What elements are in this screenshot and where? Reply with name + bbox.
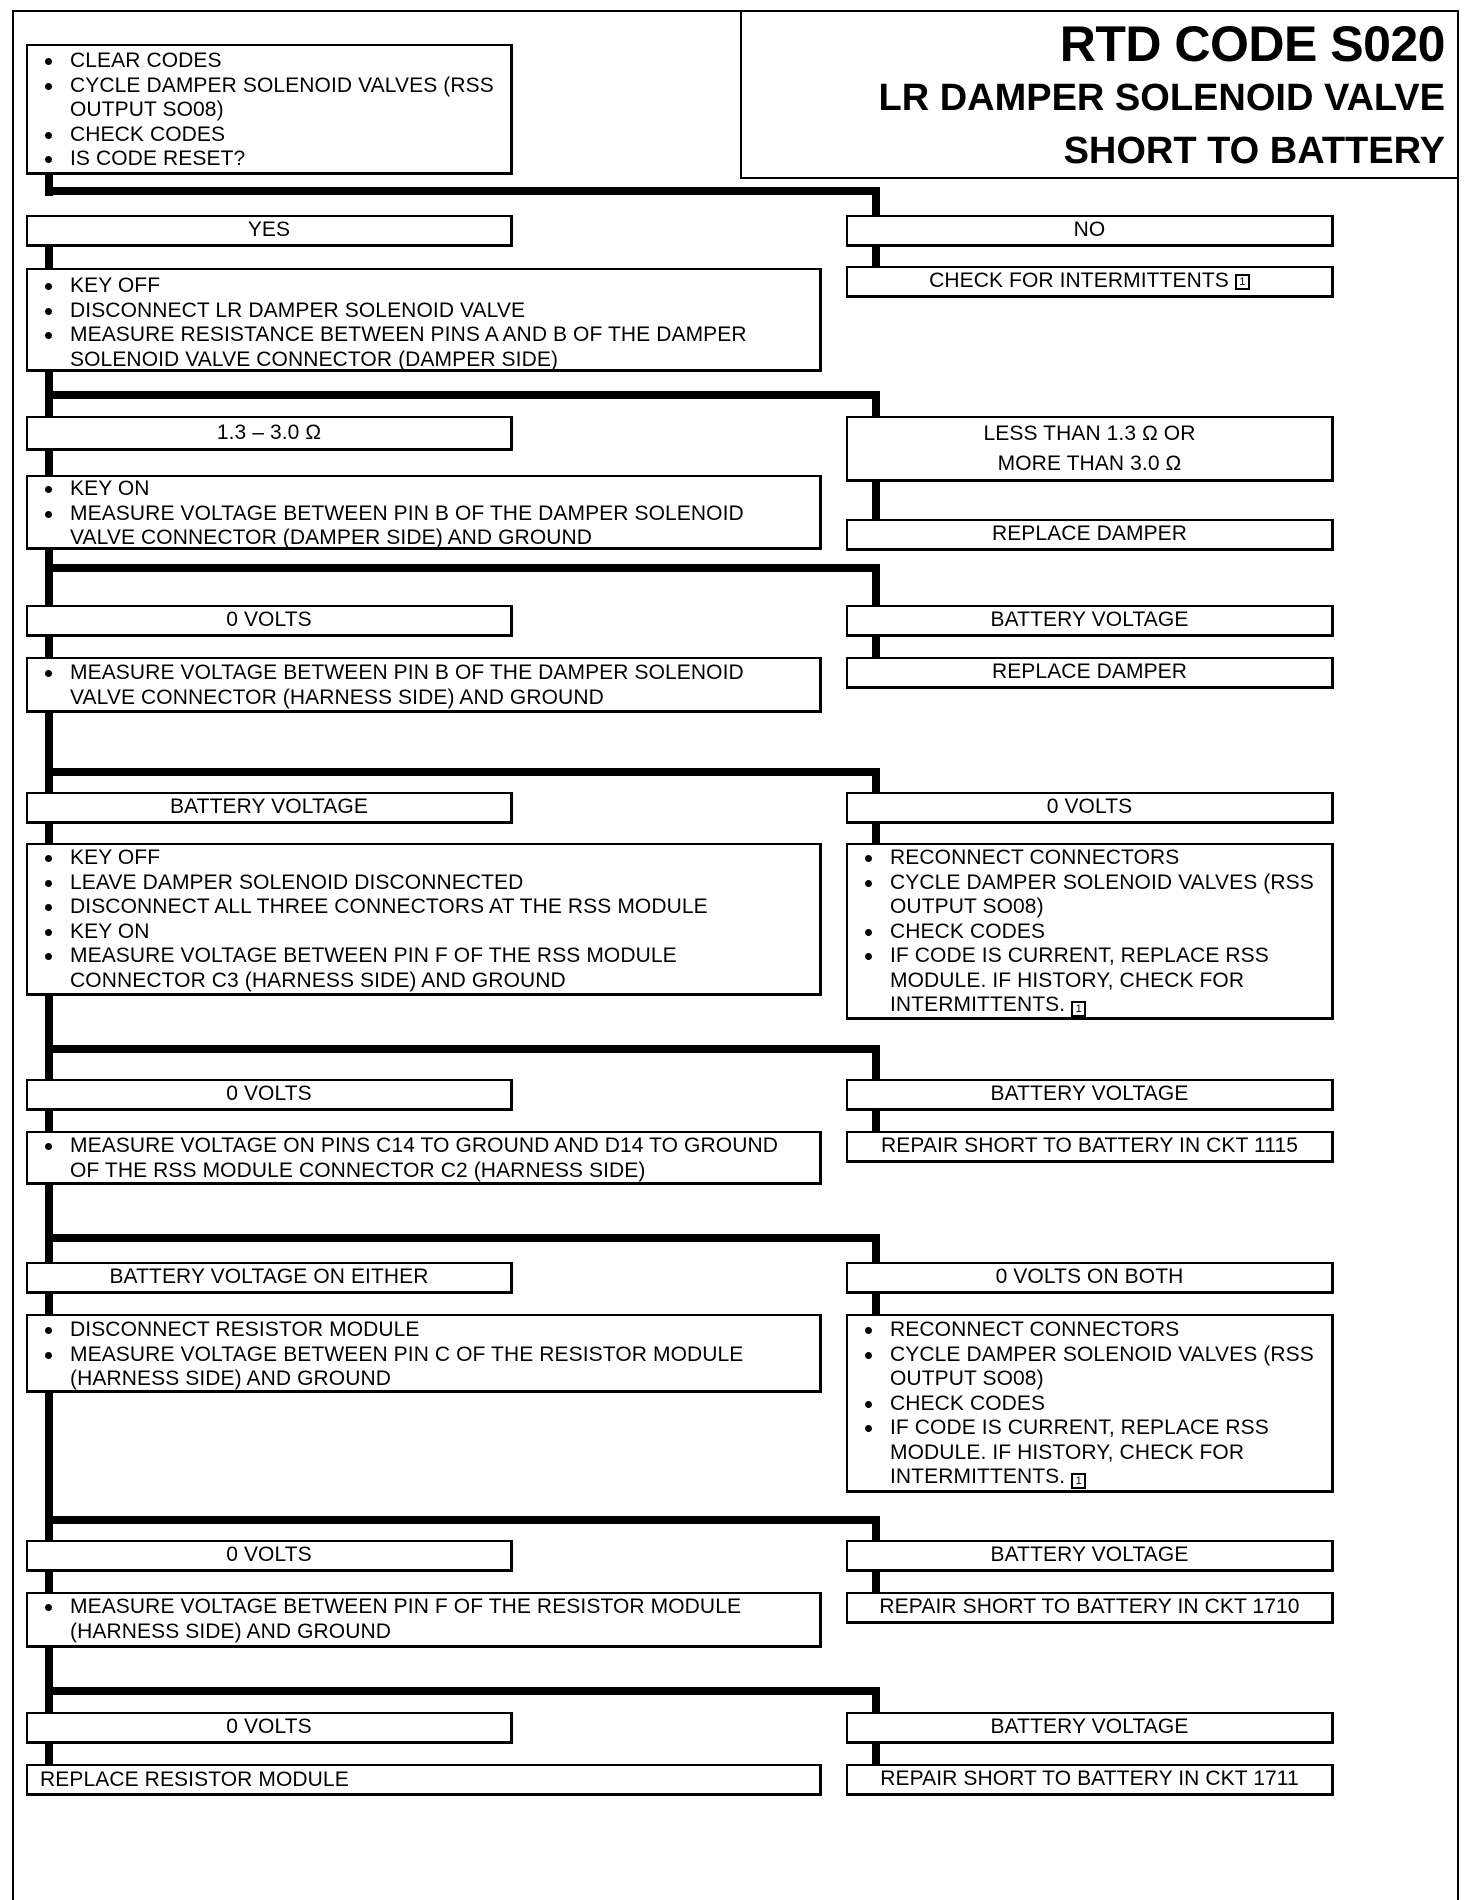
step2-action-box xyxy=(26,475,822,550)
list-item: CYCLE DAMPER SOLENOID VALVES (RSS OUTPUT SO08) xyxy=(862,1343,1323,1392)
list-item: CLEAR CODES xyxy=(42,49,502,74)
list-item: DISCONNECT LR DAMPER SOLENOID VALVE xyxy=(42,299,811,324)
list-item: CYCLE DAMPER SOLENOID VALVES (RSS OUTPUT SO08) xyxy=(862,871,1323,920)
battery-voltage-label-3: BATTERY VOLTAGE xyxy=(846,1079,1334,1111)
resistance-out-of-range-label xyxy=(846,416,1334,482)
zero-volts-label-2: 0 VOLTS xyxy=(846,792,1334,824)
list-item: MEASURE VOLTAGE BETWEEN PIN F OF THE RESISTOR MODULE (HARNESS SIDE) AND GROUND xyxy=(42,1595,811,1644)
step4-action-box xyxy=(26,843,822,996)
battery-voltage-label-2: BATTERY VOLTAGE xyxy=(26,792,513,824)
list-item xyxy=(862,944,1323,1018)
title-line-2: SHORT TO BATTERY xyxy=(1063,130,1445,172)
step1-action-box xyxy=(26,268,822,372)
zero-volts-label-4: 0 VOLTS xyxy=(26,1540,513,1572)
reference-1-icon: 1 xyxy=(1235,274,1250,290)
list-item-text: IF CODE IS CURRENT, REPLACE RSS MODULE. IF HISTORY, CHECK FOR INTERMITTENTS. xyxy=(890,944,1269,1016)
list-item: MEASURE VOLTAGE BETWEEN PIN B OF THE DAMPER SOLENOID VALVE CONNECTOR (HARNESS SIDE) AND GROUND xyxy=(42,661,811,710)
connector-3 xyxy=(49,550,876,657)
connector-6 xyxy=(49,1185,876,1314)
step5-action-box xyxy=(26,1131,822,1185)
replace-damper-box-2: REPLACE DAMPER xyxy=(846,657,1334,689)
repair-ckt-1711-box: REPAIR SHORT TO BATTERY IN CKT 1711 xyxy=(846,1764,1334,1796)
list-item: RECONNECT CONNECTORS xyxy=(862,846,1323,871)
list-item: DISCONNECT ALL THREE CONNECTORS AT THE RSS MODULE xyxy=(42,895,811,920)
replace-damper-box-1: REPLACE DAMPER xyxy=(846,519,1334,551)
list-item: KEY OFF xyxy=(42,274,811,299)
list-item: CHECK CODES xyxy=(862,1392,1323,1417)
list-item: MEASURE RESISTANCE BETWEEN PINS A AND B OF THE DAMPER SOLENOID VALVE CONNECTOR (DAMPER SIDE) xyxy=(42,323,811,372)
list-item: LEAVE DAMPER SOLENOID DISCONNECTED xyxy=(42,871,811,896)
reference-1-icon: 1 xyxy=(1071,1473,1086,1489)
title-line-1: LR DAMPER SOLENOID VALVE xyxy=(878,77,1445,119)
resistance-out-line-1: LESS THAN 1.3 Ω OR xyxy=(983,421,1196,445)
rtd-code-title: RTD CODE S020 xyxy=(1059,16,1445,72)
step3-action-box xyxy=(26,657,822,713)
reference-1-icon: 1 xyxy=(1071,1001,1086,1017)
battery-voltage-label-4: BATTERY VOLTAGE xyxy=(846,1540,1334,1572)
step6-alt-action-box xyxy=(846,1314,1334,1493)
yes-label: YES xyxy=(26,215,513,247)
no-label: NO xyxy=(846,215,1334,247)
list-item: KEY OFF xyxy=(42,846,811,871)
replace-resistor-module-box: REPLACE RESISTOR MODULE xyxy=(26,1764,822,1796)
check-intermittents-text: CHECK FOR INTERMITTENTS xyxy=(929,269,1229,293)
start-box xyxy=(26,44,513,175)
title-block xyxy=(740,10,1459,179)
list-item: MEASURE VOLTAGE BETWEEN PIN B OF THE DAMPER SOLENOID VALVE CONNECTOR (DAMPER SIDE) AND GROUND xyxy=(42,502,811,551)
resistance-ok-label: 1.3 – 3.0 Ω xyxy=(26,416,513,451)
repair-ckt-1115-box: REPAIR SHORT TO BATTERY IN CKT 1115 xyxy=(846,1131,1334,1163)
list-item-text: IF CODE IS CURRENT, REPLACE RSS MODULE. IF HISTORY, CHECK FOR INTERMITTENTS. xyxy=(890,1416,1269,1488)
list-item: MEASURE VOLTAGE ON PINS C14 TO GROUND AND D14 TO GROUND OF THE RSS MODULE CONNECTOR C2 (HARNESS SIDE) xyxy=(42,1134,811,1183)
check-intermittents-box xyxy=(846,266,1334,298)
list-item: DISCONNECT RESISTOR MODULE xyxy=(42,1318,811,1343)
list-item: KEY ON xyxy=(42,920,811,945)
battery-voltage-either-label: BATTERY VOLTAGE ON EITHER xyxy=(26,1262,513,1294)
list-item: CHECK CODES xyxy=(42,123,502,148)
resistance-out-line-2: MORE THAN 3.0 Ω xyxy=(997,451,1182,475)
list-item: IS CODE RESET? xyxy=(42,147,502,172)
step7-action-box xyxy=(26,1592,822,1648)
zero-volts-label-3: 0 VOLTS xyxy=(26,1079,513,1111)
connector-8 xyxy=(49,1647,876,1764)
list-item: RECONNECT CONNECTORS xyxy=(862,1318,1323,1343)
list-item: KEY ON xyxy=(42,477,811,502)
battery-voltage-label-5: BATTERY VOLTAGE xyxy=(846,1712,1334,1744)
list-item: CHECK CODES xyxy=(862,920,1323,945)
list-item xyxy=(862,1416,1323,1490)
zero-volts-both-label: 0 VOLTS ON BOTH xyxy=(846,1262,1334,1294)
step4-alt-action-box xyxy=(846,843,1334,1020)
battery-voltage-label-1: BATTERY VOLTAGE xyxy=(846,605,1334,637)
list-item: CYCLE DAMPER SOLENOID VALVES (RSS OUTPUT SO08) xyxy=(42,74,502,123)
list-item: MEASURE VOLTAGE BETWEEN PIN F OF THE RSS MODULE CONNECTOR C3 (HARNESS SIDE) AND GROUND xyxy=(42,944,811,993)
repair-ckt-1710-box: REPAIR SHORT TO BATTERY IN CKT 1710 xyxy=(846,1592,1334,1624)
zero-volts-label-1: 0 VOLTS xyxy=(26,605,513,637)
zero-volts-label-5: 0 VOLTS xyxy=(26,1712,513,1744)
list-item: MEASURE VOLTAGE BETWEEN PIN C OF THE RESISTOR MODULE (HARNESS SIDE) AND GROUND xyxy=(42,1343,811,1392)
step6-action-box xyxy=(26,1314,822,1393)
